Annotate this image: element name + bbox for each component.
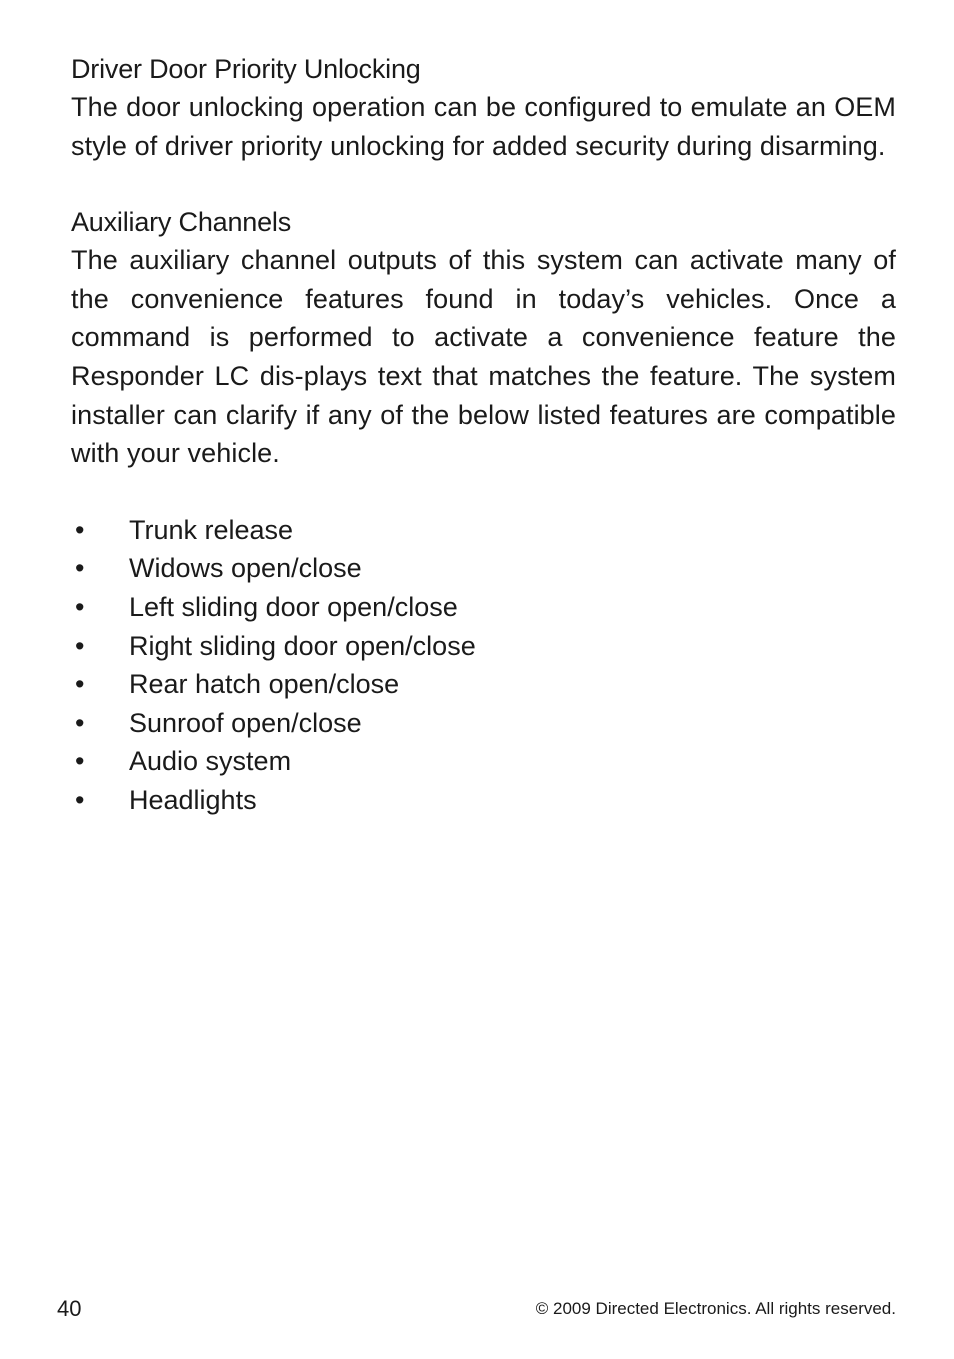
feature-list — [71, 511, 896, 820]
list-item — [71, 781, 896, 820]
bullet-icon: • — [75, 514, 85, 545]
bullet-icon: • — [75, 669, 85, 700]
spacer — [71, 473, 896, 511]
section-body-auxiliary-channels: The auxiliary channel outputs of this system can activate many of the convenience features found in today’s vehicles. Once a command is performed to activate a convenience feature the Responder LC dis-plays text that matches the feature. The system installer can clarify if any of the below listed features are compatible with your vehicle. — [71, 245, 896, 469]
list-item — [71, 511, 896, 550]
list-item — [71, 704, 896, 743]
list-item — [71, 588, 896, 627]
list-item-label: Widows open/close — [129, 553, 362, 584]
bullet-icon: • — [75, 630, 85, 661]
manual-page — [71, 50, 896, 820]
page-number: 40 — [57, 1296, 82, 1321]
list-item — [71, 627, 896, 666]
section-body-driver-door: The door unlocking operation can be configured to emulate an OEM style of driver priority unlocking for added security during disarming. — [71, 92, 896, 161]
list-item — [71, 549, 896, 588]
list-item — [71, 665, 896, 704]
copyright-notice: © 2009 Directed Electronics. All rights reserved. — [535, 1299, 896, 1318]
spacer — [71, 165, 896, 203]
list-item-label: Headlights — [129, 784, 257, 815]
section-heading-auxiliary-channels: Auxiliary Channels — [71, 207, 292, 238]
list-item-label: Rear hatch open/close — [129, 669, 400, 700]
list-item-label: Left sliding door open/close — [129, 591, 458, 622]
bullet-icon: • — [75, 591, 85, 622]
section-heading-driver-door: Driver Door Priority Unlocking — [71, 54, 421, 84]
bullet-icon: • — [75, 553, 85, 584]
bullet-icon: • — [75, 746, 85, 777]
list-item-label: Sunroof open/close — [129, 707, 362, 738]
list-item-label: Right sliding door open/close — [129, 630, 476, 661]
bullet-icon: • — [75, 784, 85, 815]
list-item-label: Trunk release — [129, 514, 294, 545]
list-item-label: Audio system — [129, 746, 292, 777]
list-item — [71, 742, 896, 781]
bullet-icon: • — [75, 707, 85, 738]
